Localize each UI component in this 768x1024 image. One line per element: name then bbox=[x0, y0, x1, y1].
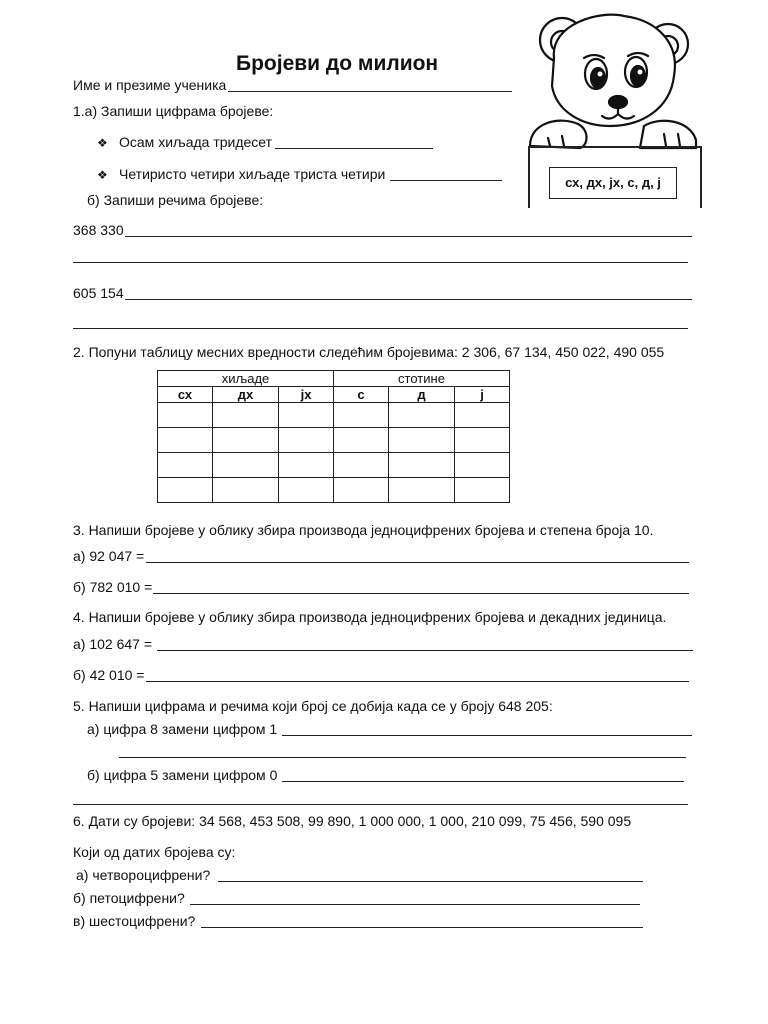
q4-text: 4. Напиши бројеве у облику збира производа једноцифрених бројева и декадних јединица. bbox=[73, 609, 667, 625]
q3-text: 3. Напиши бројеве у облику збира производа једноцифрених бројева и степена броја 10. bbox=[73, 522, 654, 538]
q5a-answer-line-2[interactable] bbox=[119, 757, 686, 758]
student-name-line[interactable] bbox=[228, 91, 512, 92]
q1b-number-1: 368 330 bbox=[73, 222, 124, 238]
table-cell[interactable] bbox=[213, 478, 279, 503]
table-cell[interactable] bbox=[389, 428, 455, 453]
table-cell[interactable] bbox=[158, 453, 213, 478]
q4b-answer-line[interactable] bbox=[146, 681, 689, 682]
q3a-label: а) 92 047 = bbox=[73, 548, 145, 564]
q1b-answer-line-2b[interactable] bbox=[73, 328, 688, 329]
col-header: ј bbox=[455, 387, 510, 403]
q6-text: 6. Дати су бројеви: 34 568, 453 508, 99 890, 1 000 000, 1 000, 210 099, 75 456, 590 095 bbox=[73, 813, 632, 829]
q1a-label: 1.а) Запиши цифрама бројеве: bbox=[73, 103, 274, 119]
table-row bbox=[158, 453, 510, 478]
table-cell[interactable] bbox=[334, 453, 389, 478]
table-cell[interactable] bbox=[334, 478, 389, 503]
table-cell[interactable] bbox=[213, 403, 279, 428]
table-cell[interactable] bbox=[455, 453, 510, 478]
table-cell[interactable] bbox=[158, 403, 213, 428]
student-name-label: Име и презиме ученика bbox=[73, 77, 227, 93]
q4a-answer-line[interactable] bbox=[157, 650, 693, 651]
col-header: сх bbox=[158, 387, 213, 403]
q1a-answer-line-2[interactable] bbox=[390, 180, 502, 181]
q6a-answer-line[interactable] bbox=[218, 881, 643, 882]
q1b-answer-line-1b[interactable] bbox=[73, 262, 688, 263]
q2-text: 2. Попуни таблицу месних вредности следећим бројевима: 2 306, 67 134, 450 022, 490 055 bbox=[73, 344, 665, 360]
table-cell[interactable] bbox=[279, 453, 334, 478]
q3b-label: б) 782 010 = bbox=[73, 579, 153, 595]
q1b-answer-line-1[interactable] bbox=[125, 236, 692, 237]
table-cell[interactable] bbox=[455, 478, 510, 503]
q1b-answer-line-2[interactable] bbox=[125, 299, 692, 300]
table-cell[interactable] bbox=[334, 428, 389, 453]
q3b-answer-line[interactable] bbox=[153, 593, 689, 594]
q6b-answer-line[interactable] bbox=[190, 904, 640, 905]
q6c-answer-line[interactable] bbox=[201, 927, 643, 928]
table-row bbox=[158, 428, 510, 453]
table-cell[interactable] bbox=[279, 428, 334, 453]
table-cell[interactable] bbox=[158, 428, 213, 453]
col-header: јх bbox=[279, 387, 334, 403]
table-cell[interactable] bbox=[158, 478, 213, 503]
q3a-answer-line[interactable] bbox=[146, 562, 689, 563]
bear-illustration bbox=[520, 6, 710, 152]
q1a-answer-line-1[interactable] bbox=[275, 148, 433, 149]
group-units: стотине bbox=[334, 371, 510, 387]
bear-sign-label: сх, дх, јх, с, д, ј bbox=[549, 167, 677, 199]
table-cell[interactable] bbox=[389, 403, 455, 428]
q4b-label: б) 42 010 = bbox=[73, 667, 145, 683]
q1b-label: б) Запиши речима бројеве: bbox=[87, 192, 264, 208]
table-cell[interactable] bbox=[334, 403, 389, 428]
table-cell[interactable] bbox=[389, 478, 455, 503]
q5-text: 5. Напиши цифрама и речима који број се добија када се у броју 648 205: bbox=[73, 698, 553, 714]
q1a-item-2: Четиристо четири хиљаде триста четири bbox=[119, 166, 386, 182]
table-row bbox=[158, 478, 510, 503]
q5a-answer-line[interactable] bbox=[282, 735, 692, 736]
diamond-bullet-icon: ❖ bbox=[97, 168, 108, 182]
table-cell[interactable] bbox=[279, 403, 334, 428]
q4a-label: а) 102 647 = bbox=[73, 636, 153, 652]
col-header: д bbox=[389, 387, 455, 403]
page-title: Бројеви до милион bbox=[236, 52, 439, 75]
group-thousands: хиљаде bbox=[158, 371, 334, 387]
table-cell[interactable] bbox=[455, 403, 510, 428]
q1a-item-1: Осам хиљада тридесет bbox=[119, 134, 273, 150]
q5a-label: а) цифра 8 замени цифром 1 bbox=[87, 721, 278, 737]
col-header: с bbox=[334, 387, 389, 403]
q6-question: Који од датих бројева су: bbox=[73, 844, 236, 860]
table-cell[interactable] bbox=[455, 428, 510, 453]
q5b-answer-line[interactable] bbox=[282, 781, 684, 782]
place-value-table bbox=[157, 370, 510, 503]
col-header: дх bbox=[213, 387, 279, 403]
table-cell[interactable] bbox=[389, 453, 455, 478]
table-row bbox=[158, 403, 510, 428]
q5b-label: б) цифра 5 замени цифром 0 bbox=[87, 767, 278, 783]
table-cell[interactable] bbox=[213, 428, 279, 453]
q5b-answer-line-2[interactable] bbox=[73, 804, 688, 805]
table-cell[interactable] bbox=[279, 478, 334, 503]
q6b-label: б) петоцифрени? bbox=[73, 890, 185, 906]
q1b-number-2: 605 154 bbox=[73, 285, 124, 301]
diamond-bullet-icon: ❖ bbox=[97, 136, 108, 150]
q6c-label: в) шестоцифрени? bbox=[73, 913, 196, 929]
q6a-label: а) четвороцифрени? bbox=[76, 867, 211, 883]
table-cell[interactable] bbox=[213, 453, 279, 478]
